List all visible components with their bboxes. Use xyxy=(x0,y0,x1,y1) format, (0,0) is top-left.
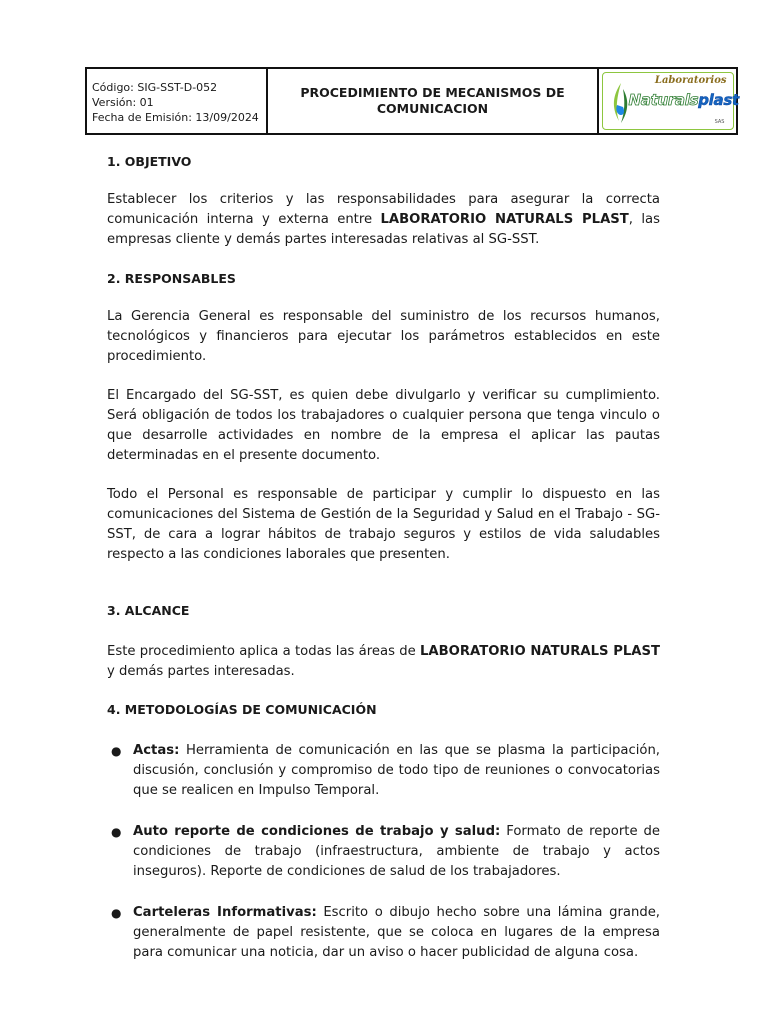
list-item-term: Carteleras Informativas: xyxy=(133,905,317,920)
objetivo-paragraph xyxy=(107,190,660,250)
section-title-alcance: 3. ALCANCE xyxy=(107,603,190,618)
alcance-text-b: y demás partes interesadas. xyxy=(107,664,295,679)
list-item-text: Formato de reporte de condiciones de trabajo (infraestructura, ambiente de trabajo y actos inseguros). Reporte de condiciones de salud de los trabajadores. xyxy=(133,824,660,879)
responsables-paragraph-3: Todo el Personal es responsable de participar y cumplir lo dispuesto en las comunicaciones del Sistema de Gestión de la Seguridad y Salud en el Trabajo - SG-SST, de cara a lograr hábitos de trabajo seguros y estilos de vida saludables respecto a las condiciones laborales que presenten. xyxy=(107,487,660,562)
logo-cell xyxy=(599,69,739,133)
section-title-responsables: 2. RESPONSABLES xyxy=(107,271,236,286)
company-logo xyxy=(602,72,739,130)
list-item xyxy=(107,741,660,801)
objetivo-text-b: , las empresas cliente y demás partes interesadas relativas al SG-SST. xyxy=(107,212,661,247)
bullet-icon: ● xyxy=(111,906,122,920)
document-body xyxy=(107,152,660,963)
logo-word-naturals: Naturals xyxy=(628,91,699,109)
issue-date: Fecha de Emisión: 13/09/2024 xyxy=(92,111,259,124)
list-item-term: Auto reporte de condiciones de trabajo y salud: xyxy=(133,824,501,839)
list-item xyxy=(107,822,660,882)
methodology-list xyxy=(107,741,660,963)
document-metadata xyxy=(87,69,268,133)
document-header xyxy=(85,67,738,135)
company-name: LABORATORIO NATURALS PLAST xyxy=(380,212,629,227)
logo-top-text: Laboratorios xyxy=(654,75,727,86)
logo-word-plast: plast xyxy=(698,91,739,109)
logo-wordmark xyxy=(629,91,739,109)
logo-sas: SAS xyxy=(714,119,725,125)
company-name: LABORATORIO NATURALS PLAST xyxy=(420,644,660,659)
list-item-text: Herramienta de comunicación en las que se plasma la participación, discusión, conclusión y compromiso de todo tipo de reuniones o convocatorias que se realicen en Impulso Temporal. xyxy=(133,743,660,798)
alcance-text-a: Este procedimiento aplica a todas las áreas de xyxy=(107,644,420,659)
section-title-objetivo: 1. OBJETIVO xyxy=(107,154,192,169)
objetivo-text-a: Establecer los criterios y las responsabilidades para asegurar la correcta comunicación interna y externa entre xyxy=(107,192,660,227)
bullet-icon: ● xyxy=(111,825,122,839)
list-item xyxy=(107,903,660,963)
bullet-icon: ● xyxy=(111,744,122,758)
list-item-term: Actas: xyxy=(133,743,180,758)
responsables-paragraph-1: La Gerencia General es responsable del suministro de los recursos humanos, tecnológicos y financieros para ejecutar los parámetros establecidos en este procedimiento. xyxy=(107,309,660,364)
section-title-metodologias: 4. METODOLOGÍAS DE COMUNICACIÓN xyxy=(107,702,377,717)
alcance-paragraph xyxy=(107,642,660,682)
document-version: Versión: 01 xyxy=(92,96,154,109)
document-title: PROCEDIMIENTO DE MECANISMOS DE COMUNICACION xyxy=(268,69,599,133)
list-item-text: Escrito o dibujo hecho sobre una lámina grande, generalmente de papel resistente, que se coloca en lugares de la empresa para comunicar una noticia, dar un aviso o hacer publicidad de alguna cosa. xyxy=(133,905,660,960)
document-code: Código: SIG-SST-D-052 xyxy=(92,81,218,94)
responsables-paragraph-2: El Encargado del SG-SST, es quien debe divulgarlo y verificar su cumplimiento. Será obligación de todos los trabajadores o cualquier persona que tenga vinculo o que desarrolle actividades en nombre de la empresa el aplicar las pautas determinadas en el presente documento. xyxy=(107,388,660,463)
